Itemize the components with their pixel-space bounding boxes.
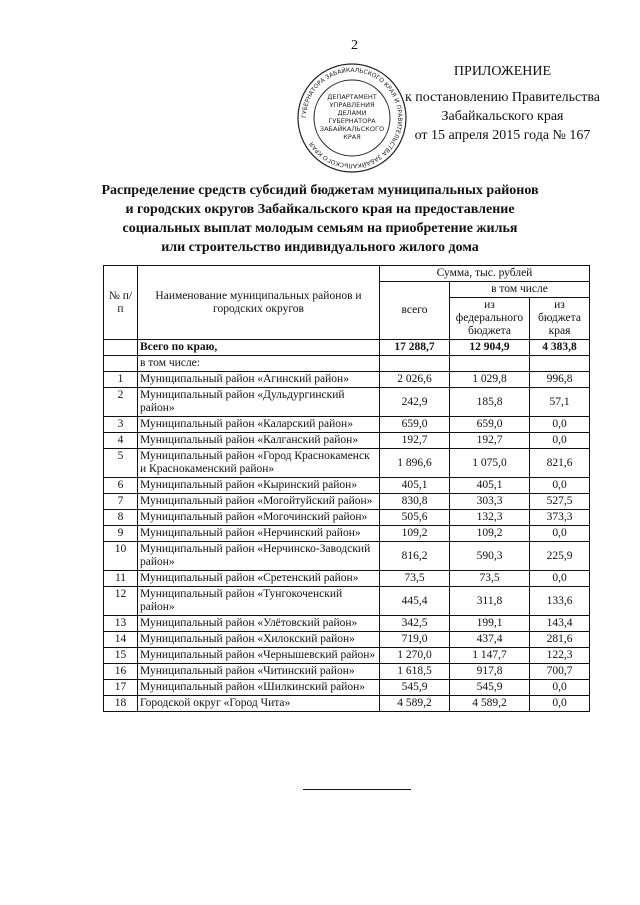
row-number: 17 — [104, 680, 138, 696]
title-line: Распределение средств субсидий бюджетам муниципальных районов — [101, 183, 539, 198]
row-number: 6 — [104, 478, 138, 494]
table-row — [104, 510, 590, 526]
total-sum: 17 288,7 — [380, 340, 450, 356]
row-federal: 659,0 — [450, 417, 530, 433]
row-total: 830,8 — [380, 494, 450, 510]
row-federal: 185,8 — [450, 388, 530, 417]
row-regional: 122,3 — [530, 648, 590, 664]
document-title — [100, 181, 540, 257]
row-name: Муниципальный район «Нерчинско-Заводский район» — [138, 542, 380, 571]
row-number: 4 — [104, 433, 138, 449]
table-row — [104, 571, 590, 587]
title-line: или строительство индивидуального жилого дома — [161, 240, 479, 255]
total-row — [104, 340, 590, 356]
row-name: Муниципальный район «Каларский район» — [138, 417, 380, 433]
row-total: 109,2 — [380, 526, 450, 542]
row-total: 719,0 — [380, 632, 450, 648]
row-total: 505,6 — [380, 510, 450, 526]
row-total: 2 026,6 — [380, 372, 450, 388]
row-regional: 0,0 — [530, 696, 590, 712]
row-name: Муниципальный район «Читинский район» — [138, 664, 380, 680]
row-name: Муниципальный район «Агинский район» — [138, 372, 380, 388]
row-name: Муниципальный район «Могойтуйский район» — [138, 494, 380, 510]
seal-line: ДЕЛАМИ — [337, 109, 367, 117]
table-row — [104, 664, 590, 680]
row-number: 12 — [104, 587, 138, 616]
row-federal: 1 075,0 — [450, 449, 530, 478]
row-federal: 311,8 — [450, 587, 530, 616]
row-federal: 437,4 — [450, 632, 530, 648]
title-line: и городских округов Забайкальского края на предоставление — [125, 202, 515, 217]
appendix-line: к постановлению Правительства — [404, 90, 601, 105]
row-name: Муниципальный район «Шилкинский район» — [138, 680, 380, 696]
seal-line: КРАЯ — [343, 133, 361, 141]
table-row — [104, 388, 590, 417]
row-federal: 192,7 — [450, 433, 530, 449]
header-regional: из бюджета края — [530, 298, 590, 340]
row-total: 342,5 — [380, 616, 450, 632]
total-federal: 12 904,9 — [450, 340, 530, 356]
subsidy-table — [103, 265, 590, 712]
row-number: 10 — [104, 542, 138, 571]
row-regional: 143,4 — [530, 616, 590, 632]
row-number: 14 — [104, 632, 138, 648]
row-federal: 303,3 — [450, 494, 530, 510]
row-regional: 133,6 — [530, 587, 590, 616]
incl-label: в том числе: — [138, 356, 380, 372]
row-number: 15 — [104, 648, 138, 664]
row-regional: 0,0 — [530, 571, 590, 587]
row-number: 9 — [104, 526, 138, 542]
seal-line: ЗАБАЙКАЛЬСКОГО — [319, 125, 385, 133]
row-number: 18 — [104, 696, 138, 712]
row-total: 1 618,5 — [380, 664, 450, 680]
row-regional: 0,0 — [530, 526, 590, 542]
row-total: 405,1 — [380, 478, 450, 494]
table-row — [104, 587, 590, 616]
table-row — [104, 417, 590, 433]
row-federal: 590,3 — [450, 542, 530, 571]
appendix-line: от 15 апреля 2015 года № 167 — [414, 128, 591, 143]
row-name: Муниципальный район «Улётовский район» — [138, 616, 380, 632]
row-federal: 109,2 — [450, 526, 530, 542]
table-row — [104, 526, 590, 542]
row-regional: 821,6 — [530, 449, 590, 478]
row-total: 1 270,0 — [380, 648, 450, 664]
row-number: 7 — [104, 494, 138, 510]
row-total: 659,0 — [380, 417, 450, 433]
title-line: социальных выплат молодым семьям на приобретение жилья — [122, 221, 518, 236]
row-regional: 57,1 — [530, 388, 590, 417]
row-number: 13 — [104, 616, 138, 632]
row-regional: 527,5 — [530, 494, 590, 510]
total-regional: 4 383,8 — [530, 340, 590, 356]
table-row — [104, 478, 590, 494]
row-federal: 917,8 — [450, 664, 530, 680]
row-federal: 405,1 — [450, 478, 530, 494]
table-row — [104, 616, 590, 632]
page-number: 2 — [351, 38, 358, 53]
table-row — [104, 542, 590, 571]
row-name: Городской округ «Город Чита» — [138, 696, 380, 712]
header-incl: в том числе — [450, 282, 590, 298]
row-name: Муниципальный район «Тунгокоченский район» — [138, 587, 380, 616]
end-divider — [303, 789, 411, 790]
seal-line: УПРАВЛЕНИЯ — [329, 101, 375, 109]
row-federal: 4 589,2 — [450, 696, 530, 712]
seal-line: ГУБЕРНАТОРА — [328, 117, 376, 125]
header-total: всего — [380, 282, 450, 340]
appendix-line: Забайкальского края — [441, 109, 564, 124]
table-row — [104, 648, 590, 664]
row-regional: 0,0 — [530, 417, 590, 433]
row-number: 11 — [104, 571, 138, 587]
row-regional: 996,8 — [530, 372, 590, 388]
row-total: 445,4 — [380, 587, 450, 616]
appendix-block — [395, 62, 610, 145]
row-number: 2 — [104, 388, 138, 417]
row-federal: 132,3 — [450, 510, 530, 526]
row-name: Муниципальный район «Сретенский район» — [138, 571, 380, 587]
row-total: 242,9 — [380, 388, 450, 417]
row-regional: 0,0 — [530, 680, 590, 696]
header-federal: из федерального бюджета — [450, 298, 530, 340]
row-number: 5 — [104, 449, 138, 478]
header-name: Наименование муниципальных районов и городских округов — [138, 266, 380, 340]
row-regional: 225,9 — [530, 542, 590, 571]
table-row — [104, 449, 590, 478]
table-row — [104, 372, 590, 388]
row-regional: 281,6 — [530, 632, 590, 648]
official-seal — [296, 62, 408, 174]
row-name: Муниципальный район «Могочинский район» — [138, 510, 380, 526]
table-row — [104, 696, 590, 712]
row-name: Муниципальный район «Калганский район» — [138, 433, 380, 449]
table-row — [104, 632, 590, 648]
row-number: 8 — [104, 510, 138, 526]
row-number: 3 — [104, 417, 138, 433]
row-total: 192,7 — [380, 433, 450, 449]
row-number: 16 — [104, 664, 138, 680]
seal-line: ДЕПАРТАМЕНТ — [327, 93, 377, 101]
row-total: 73,5 — [380, 571, 450, 587]
table-row — [104, 433, 590, 449]
appendix-title: ПРИЛОЖЕНИЕ — [453, 64, 552, 79]
row-regional: 373,3 — [530, 510, 590, 526]
seal-ring-text: ГУБЕРНАТОРА ЗАБАЙКАЛЬСКОГО КРАЯ И ПРАВИТЕЛЬСТВА ЗАБАЙКАЛЬСКОГО КРАЯ — [300, 66, 404, 170]
row-name: Муниципальный район «Дульдургинский район» — [138, 388, 380, 417]
row-total: 4 589,2 — [380, 696, 450, 712]
row-name: Муниципальный район «Чернышевский район» — [138, 648, 380, 664]
header-sum: Сумма, тыс. рублей — [380, 266, 590, 282]
row-total: 816,2 — [380, 542, 450, 571]
row-federal: 545,9 — [450, 680, 530, 696]
row-regional: 0,0 — [530, 433, 590, 449]
row-total: 545,9 — [380, 680, 450, 696]
row-name: Муниципальный район «Кыринский район» — [138, 478, 380, 494]
row-federal: 73,5 — [450, 571, 530, 587]
total-label: Всего по краю, — [138, 340, 380, 356]
table-row — [104, 494, 590, 510]
row-name: Муниципальный район «Нерчинский район» — [138, 526, 380, 542]
row-number: 1 — [104, 372, 138, 388]
row-regional: 700,7 — [530, 664, 590, 680]
header-num: № п/п — [104, 266, 138, 340]
row-name: Муниципальный район «Хилокский район» — [138, 632, 380, 648]
row-federal: 199,1 — [450, 616, 530, 632]
row-name: Муниципальный район «Город Краснокаменск и Краснокаменский район» — [138, 449, 380, 478]
table-row — [104, 680, 590, 696]
row-regional: 0,0 — [530, 478, 590, 494]
row-total: 1 896,6 — [380, 449, 450, 478]
incl-row — [104, 356, 590, 372]
row-federal: 1 029,8 — [450, 372, 530, 388]
row-federal: 1 147,7 — [450, 648, 530, 664]
